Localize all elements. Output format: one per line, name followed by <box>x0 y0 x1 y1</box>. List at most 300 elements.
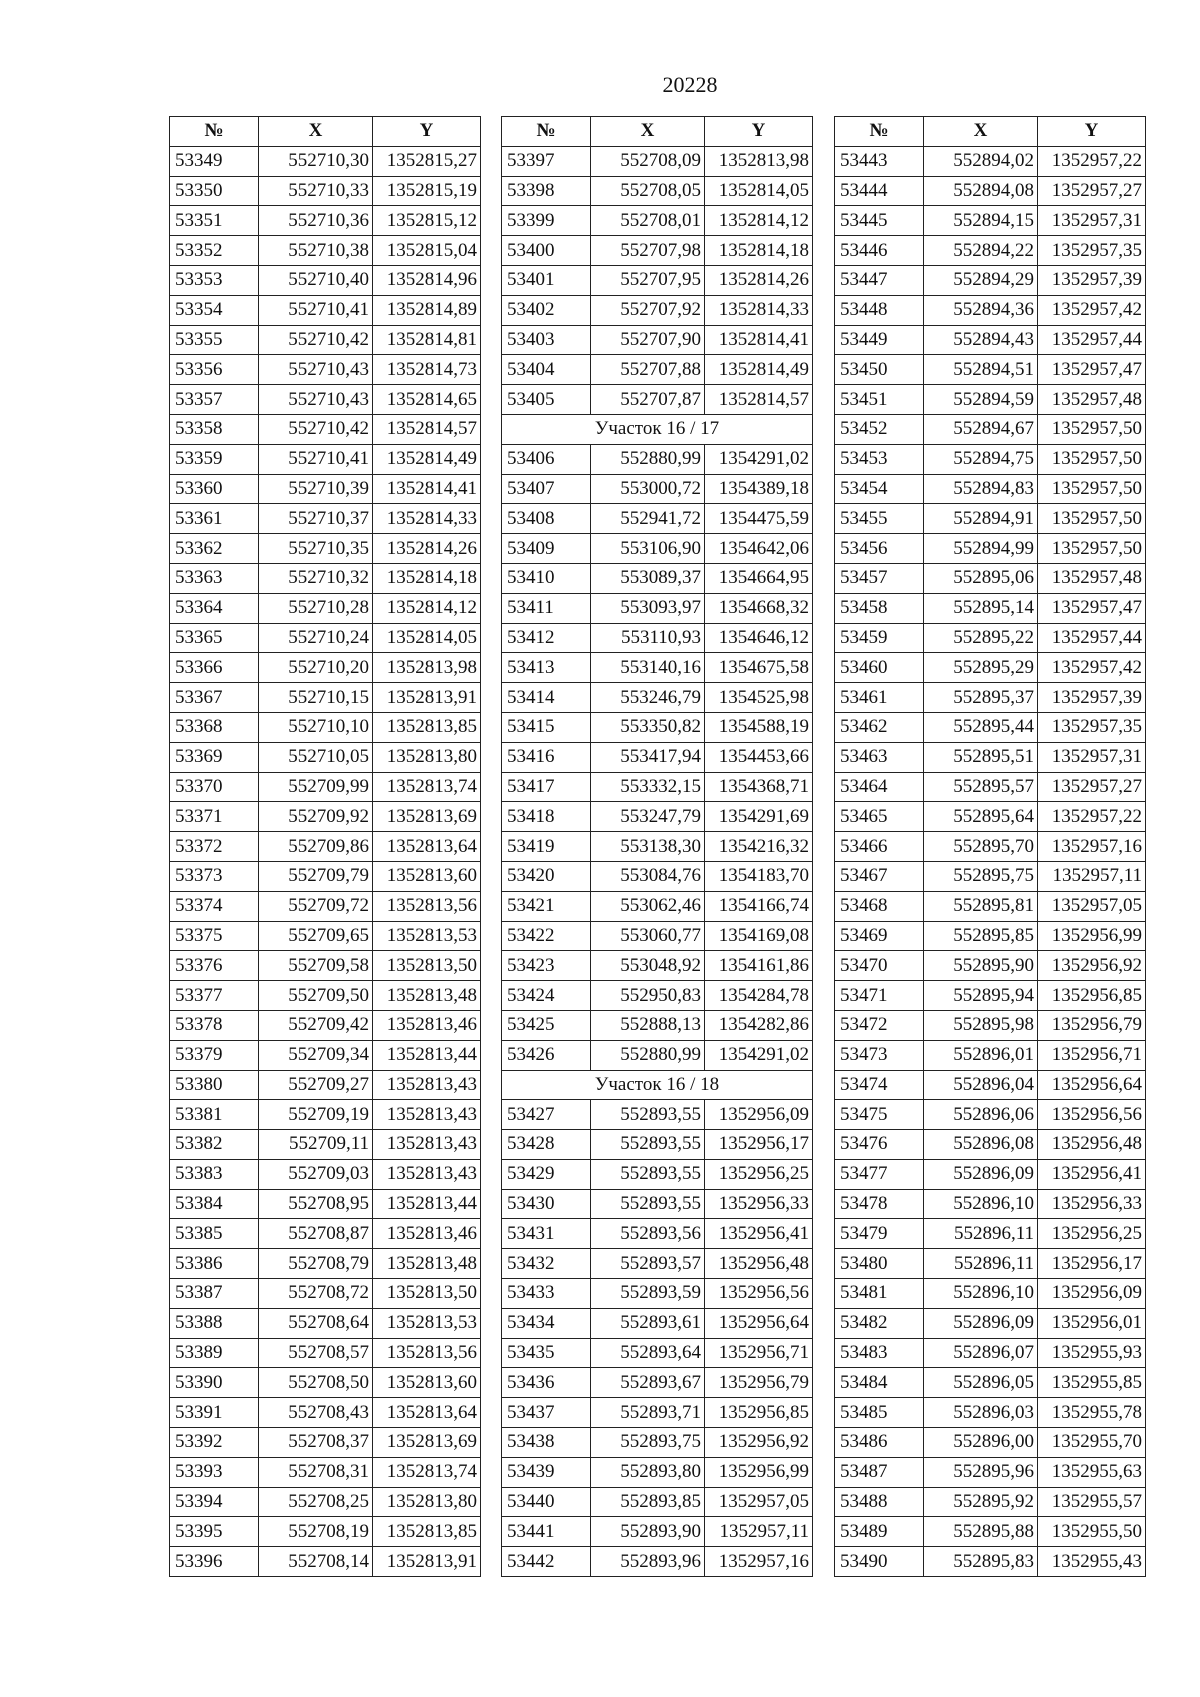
point-number-cell: 53416 <box>502 742 591 772</box>
table-row <box>170 1100 481 1130</box>
point-number-cell: 53434 <box>502 1308 591 1338</box>
y-coordinate-cell: 1352956,48 <box>1038 1130 1146 1160</box>
table-row <box>502 1457 813 1487</box>
table-row <box>170 921 481 951</box>
y-coordinate-cell: 1352956,25 <box>705 1159 813 1189</box>
point-number-cell: 53441 <box>502 1517 591 1547</box>
table-row <box>502 1279 813 1309</box>
point-number-cell: 53412 <box>502 623 591 653</box>
point-number-cell: 53428 <box>502 1130 591 1160</box>
table-row <box>502 385 813 415</box>
y-coordinate-cell: 1352956,79 <box>1038 1010 1146 1040</box>
point-number-cell: 53367 <box>170 683 259 713</box>
x-coordinate-cell: 552709,65 <box>259 921 373 951</box>
y-coordinate-cell: 1352956,25 <box>1038 1219 1146 1249</box>
point-number-cell: 53387 <box>170 1279 259 1309</box>
table-row <box>502 1517 813 1547</box>
point-number-cell: 53461 <box>835 683 924 713</box>
point-number-cell: 53449 <box>835 325 924 355</box>
point-number-cell: 53372 <box>170 832 259 862</box>
x-coordinate-cell: 552895,96 <box>924 1457 1038 1487</box>
y-coordinate-cell: 1352956,64 <box>705 1308 813 1338</box>
y-coordinate-cell: 1352957,39 <box>1038 683 1146 713</box>
point-number-cell: 53468 <box>835 891 924 921</box>
y-coordinate-cell: 1352957,44 <box>1038 623 1146 653</box>
y-coordinate-cell: 1352813,98 <box>373 653 481 683</box>
x-coordinate-cell: 552707,98 <box>591 236 705 266</box>
y-coordinate-cell: 1352956,92 <box>705 1428 813 1458</box>
y-coordinate-cell: 1352955,93 <box>1038 1338 1146 1368</box>
y-coordinate-cell: 1352956,17 <box>705 1130 813 1160</box>
x-coordinate-cell: 552896,10 <box>924 1189 1038 1219</box>
y-coordinate-cell: 1352815,19 <box>373 176 481 206</box>
point-number-cell: 53490 <box>835 1547 924 1577</box>
table-row <box>502 951 813 981</box>
x-coordinate-cell: 552896,04 <box>924 1070 1038 1100</box>
x-coordinate-cell: 552708,95 <box>259 1189 373 1219</box>
x-coordinate-cell: 552896,09 <box>924 1308 1038 1338</box>
coordinates-table-1 <box>169 116 481 1577</box>
y-coordinate-cell: 1352956,09 <box>1038 1279 1146 1309</box>
x-coordinate-cell: 552895,06 <box>924 563 1038 593</box>
x-coordinate-cell: 552709,03 <box>259 1159 373 1189</box>
point-number-cell: 53436 <box>502 1368 591 1398</box>
x-coordinate-cell: 552708,14 <box>259 1547 373 1577</box>
header-number: № <box>502 117 591 147</box>
x-coordinate-cell: 552710,36 <box>259 206 373 236</box>
x-coordinate-cell: 552896,08 <box>924 1130 1038 1160</box>
table-row <box>502 206 813 236</box>
x-coordinate-cell: 552708,57 <box>259 1338 373 1368</box>
x-coordinate-cell: 552710,28 <box>259 593 373 623</box>
point-number-cell: 53487 <box>835 1457 924 1487</box>
table-row <box>835 295 1146 325</box>
y-coordinate-cell: 1352813,56 <box>373 1338 481 1368</box>
y-coordinate-cell: 1354675,58 <box>705 653 813 683</box>
y-coordinate-cell: 1352955,70 <box>1038 1428 1146 1458</box>
point-number-cell: 53483 <box>835 1338 924 1368</box>
table-row <box>502 683 813 713</box>
point-number-cell: 53400 <box>502 236 591 266</box>
table-row <box>502 325 813 355</box>
y-coordinate-cell: 1352814,65 <box>373 385 481 415</box>
point-number-cell: 53431 <box>502 1219 591 1249</box>
y-coordinate-cell: 1352813,43 <box>373 1070 481 1100</box>
x-coordinate-cell: 552880,99 <box>591 444 705 474</box>
y-coordinate-cell: 1354291,02 <box>705 444 813 474</box>
x-coordinate-cell: 552710,41 <box>259 295 373 325</box>
y-coordinate-cell: 1352957,16 <box>705 1547 813 1577</box>
point-number-cell: 53349 <box>170 146 259 176</box>
point-number-cell: 53380 <box>170 1070 259 1100</box>
y-coordinate-cell: 1352957,50 <box>1038 474 1146 504</box>
x-coordinate-cell: 552709,27 <box>259 1070 373 1100</box>
point-number-cell: 53446 <box>835 236 924 266</box>
table-row <box>502 1219 813 1249</box>
x-coordinate-cell: 553247,79 <box>591 802 705 832</box>
point-number-cell: 53398 <box>502 176 591 206</box>
table-row <box>502 355 813 385</box>
y-coordinate-cell: 1352956,33 <box>705 1189 813 1219</box>
point-number-cell: 53407 <box>502 474 591 504</box>
x-coordinate-cell: 552894,43 <box>924 325 1038 355</box>
header-y: Y <box>373 117 481 147</box>
table-row <box>170 414 481 444</box>
table-row <box>835 1010 1146 1040</box>
y-coordinate-cell: 1352813,43 <box>373 1159 481 1189</box>
y-coordinate-cell: 1354453,66 <box>705 742 813 772</box>
point-number-cell: 53391 <box>170 1398 259 1428</box>
point-number-cell: 53396 <box>170 1547 259 1577</box>
table-row <box>835 1547 1146 1577</box>
y-coordinate-cell: 1352957,50 <box>1038 444 1146 474</box>
point-number-cell: 53363 <box>170 563 259 593</box>
table-row <box>835 146 1146 176</box>
x-coordinate-cell: 552709,34 <box>259 1040 373 1070</box>
x-coordinate-cell: 552710,39 <box>259 474 373 504</box>
x-coordinate-cell: 552895,75 <box>924 861 1038 891</box>
point-number-cell: 53368 <box>170 712 259 742</box>
y-coordinate-cell: 1352813,44 <box>373 1189 481 1219</box>
y-coordinate-cell: 1352814,33 <box>705 295 813 325</box>
table-row <box>170 295 481 325</box>
point-number-cell: 53425 <box>502 1010 591 1040</box>
point-number-cell: 53453 <box>835 444 924 474</box>
table-row <box>170 504 481 534</box>
point-number-cell: 53429 <box>502 1159 591 1189</box>
y-coordinate-cell: 1352956,48 <box>705 1249 813 1279</box>
y-coordinate-cell: 1352813,60 <box>373 861 481 891</box>
table-row <box>170 1547 481 1577</box>
y-coordinate-cell: 1352956,71 <box>705 1338 813 1368</box>
x-coordinate-cell: 552708,50 <box>259 1368 373 1398</box>
table-row <box>170 534 481 564</box>
table-row <box>502 623 813 653</box>
table-row <box>170 1189 481 1219</box>
point-number-cell: 53393 <box>170 1457 259 1487</box>
y-coordinate-cell: 1352957,16 <box>1038 832 1146 862</box>
table-row <box>835 236 1146 266</box>
y-coordinate-cell: 1352955,78 <box>1038 1398 1146 1428</box>
table-row <box>835 176 1146 206</box>
y-coordinate-cell: 1352813,48 <box>373 981 481 1011</box>
point-number-cell: 53361 <box>170 504 259 534</box>
x-coordinate-cell: 552896,00 <box>924 1428 1038 1458</box>
y-coordinate-cell: 1352815,12 <box>373 206 481 236</box>
table-row <box>835 1398 1146 1428</box>
x-coordinate-cell: 552893,96 <box>591 1547 705 1577</box>
point-number-cell: 53430 <box>502 1189 591 1219</box>
x-coordinate-cell: 552708,09 <box>591 146 705 176</box>
point-number-cell: 53466 <box>835 832 924 862</box>
table-row <box>170 891 481 921</box>
x-coordinate-cell: 553246,79 <box>591 683 705 713</box>
table-row <box>835 712 1146 742</box>
table-row <box>502 474 813 504</box>
x-coordinate-cell: 552893,64 <box>591 1338 705 1368</box>
point-number-cell: 53381 <box>170 1100 259 1130</box>
x-coordinate-cell: 552708,19 <box>259 1517 373 1547</box>
table-row <box>170 176 481 206</box>
point-number-cell: 53397 <box>502 146 591 176</box>
point-number-cell: 53419 <box>502 832 591 862</box>
table-row <box>835 474 1146 504</box>
y-coordinate-cell: 1352813,91 <box>373 683 481 713</box>
y-coordinate-cell: 1352813,80 <box>373 742 481 772</box>
x-coordinate-cell: 552708,43 <box>259 1398 373 1428</box>
table-row <box>835 1279 1146 1309</box>
x-coordinate-cell: 552896,03 <box>924 1398 1038 1428</box>
point-number-cell: 53370 <box>170 772 259 802</box>
x-coordinate-cell: 552896,10 <box>924 1279 1038 1309</box>
point-number-cell: 53356 <box>170 355 259 385</box>
point-number-cell: 53390 <box>170 1368 259 1398</box>
x-coordinate-cell: 552896,11 <box>924 1219 1038 1249</box>
point-number-cell: 53460 <box>835 653 924 683</box>
y-coordinate-cell: 1352957,44 <box>1038 325 1146 355</box>
y-coordinate-cell: 1352956,17 <box>1038 1249 1146 1279</box>
y-coordinate-cell: 1352957,47 <box>1038 593 1146 623</box>
point-number-cell: 53472 <box>835 1010 924 1040</box>
point-number-cell: 53424 <box>502 981 591 1011</box>
y-coordinate-cell: 1352956,85 <box>705 1398 813 1428</box>
table-row <box>170 742 481 772</box>
x-coordinate-cell: 553417,94 <box>591 742 705 772</box>
x-coordinate-cell: 552709,92 <box>259 802 373 832</box>
table-row <box>170 861 481 891</box>
y-coordinate-cell: 1352957,27 <box>1038 772 1146 802</box>
point-number-cell: 53480 <box>835 1249 924 1279</box>
point-number-cell: 53410 <box>502 563 591 593</box>
x-coordinate-cell: 552895,94 <box>924 981 1038 1011</box>
table-row <box>835 683 1146 713</box>
point-number-cell: 53402 <box>502 295 591 325</box>
x-coordinate-cell: 552895,88 <box>924 1517 1038 1547</box>
table-row <box>835 1100 1146 1130</box>
table-row <box>170 951 481 981</box>
x-coordinate-cell: 552708,64 <box>259 1308 373 1338</box>
point-number-cell: 53475 <box>835 1100 924 1130</box>
y-coordinate-cell: 1354183,70 <box>705 861 813 891</box>
point-number-cell: 53421 <box>502 891 591 921</box>
table-row <box>835 802 1146 832</box>
x-coordinate-cell: 552708,31 <box>259 1457 373 1487</box>
table-row <box>170 1338 481 1368</box>
table-row <box>170 325 481 355</box>
y-coordinate-cell: 1352957,50 <box>1038 504 1146 534</box>
x-coordinate-cell: 552895,90 <box>924 951 1038 981</box>
point-number-cell: 53440 <box>502 1487 591 1517</box>
table-row <box>170 236 481 266</box>
table-row <box>835 1040 1146 1070</box>
y-coordinate-cell: 1354389,18 <box>705 474 813 504</box>
x-coordinate-cell: 552710,05 <box>259 742 373 772</box>
table-row <box>835 1130 1146 1160</box>
y-coordinate-cell: 1354642,06 <box>705 534 813 564</box>
table-row <box>835 1219 1146 1249</box>
point-number-cell: 53353 <box>170 265 259 295</box>
table-row <box>835 414 1146 444</box>
y-coordinate-cell: 1354664,95 <box>705 563 813 593</box>
y-coordinate-cell: 1352813,46 <box>373 1010 481 1040</box>
x-coordinate-cell: 552710,43 <box>259 385 373 415</box>
y-coordinate-cell: 1352956,71 <box>1038 1040 1146 1070</box>
point-number-cell: 53484 <box>835 1368 924 1398</box>
x-coordinate-cell: 553106,90 <box>591 534 705 564</box>
header-y: Y <box>705 117 813 147</box>
y-coordinate-cell: 1352814,89 <box>373 295 481 325</box>
table-row <box>502 772 813 802</box>
y-coordinate-cell: 1352956,33 <box>1038 1189 1146 1219</box>
table-row <box>502 653 813 683</box>
x-coordinate-cell: 552893,85 <box>591 1487 705 1517</box>
table-row <box>170 146 481 176</box>
point-number-cell: 53395 <box>170 1517 259 1547</box>
table-row <box>835 742 1146 772</box>
point-number-cell: 53383 <box>170 1159 259 1189</box>
x-coordinate-cell: 552894,51 <box>924 355 1038 385</box>
x-coordinate-cell: 552895,83 <box>924 1547 1038 1577</box>
y-coordinate-cell: 1352814,96 <box>373 265 481 295</box>
y-coordinate-cell: 1352814,05 <box>705 176 813 206</box>
table-row <box>502 444 813 474</box>
point-number-cell: 53418 <box>502 802 591 832</box>
point-number-cell: 53406 <box>502 444 591 474</box>
point-number-cell: 53369 <box>170 742 259 772</box>
x-coordinate-cell: 552709,79 <box>259 861 373 891</box>
point-number-cell: 53481 <box>835 1279 924 1309</box>
y-coordinate-cell: 1352813,64 <box>373 1398 481 1428</box>
y-coordinate-cell: 1352814,33 <box>373 504 481 534</box>
x-coordinate-cell: 552895,85 <box>924 921 1038 951</box>
y-coordinate-cell: 1354284,78 <box>705 981 813 1011</box>
x-coordinate-cell: 552893,59 <box>591 1279 705 1309</box>
table-row <box>170 653 481 683</box>
x-coordinate-cell: 552710,10 <box>259 712 373 742</box>
x-coordinate-cell: 553084,76 <box>591 861 705 891</box>
y-coordinate-cell: 1352813,43 <box>373 1130 481 1160</box>
y-coordinate-cell: 1352957,05 <box>1038 891 1146 921</box>
table-row <box>835 623 1146 653</box>
x-coordinate-cell: 552894,36 <box>924 295 1038 325</box>
table-header-row <box>170 117 481 147</box>
table-row <box>835 206 1146 236</box>
y-coordinate-cell: 1354646,12 <box>705 623 813 653</box>
point-number-cell: 53374 <box>170 891 259 921</box>
x-coordinate-cell: 553350,82 <box>591 712 705 742</box>
x-coordinate-cell: 552880,99 <box>591 1040 705 1070</box>
y-coordinate-cell: 1352813,85 <box>373 1517 481 1547</box>
point-number-cell: 53408 <box>502 504 591 534</box>
table-row <box>502 1130 813 1160</box>
x-coordinate-cell: 552893,61 <box>591 1308 705 1338</box>
table-row <box>170 563 481 593</box>
x-coordinate-cell: 552710,15 <box>259 683 373 713</box>
y-coordinate-cell: 1352813,69 <box>373 1428 481 1458</box>
point-number-cell: 53389 <box>170 1338 259 1368</box>
coordinates-table-2 <box>501 116 813 1577</box>
table-row <box>835 1517 1146 1547</box>
table-row <box>502 1159 813 1189</box>
point-number-cell: 53433 <box>502 1279 591 1309</box>
y-coordinate-cell: 1352815,27 <box>373 146 481 176</box>
y-coordinate-cell: 1352814,57 <box>373 414 481 444</box>
table-row <box>502 1189 813 1219</box>
point-number-cell: 53445 <box>835 206 924 236</box>
table-row <box>835 504 1146 534</box>
table-row <box>170 1457 481 1487</box>
x-coordinate-cell: 552896,05 <box>924 1368 1038 1398</box>
table-row <box>170 1308 481 1338</box>
table-row <box>502 1547 813 1577</box>
point-number-cell: 53358 <box>170 414 259 444</box>
table-header-row <box>835 117 1146 147</box>
y-coordinate-cell: 1352956,41 <box>705 1219 813 1249</box>
table-row <box>170 355 481 385</box>
table-row <box>502 742 813 772</box>
section-label: Участок 16 / 18 <box>502 1070 813 1100</box>
x-coordinate-cell: 552895,37 <box>924 683 1038 713</box>
point-number-cell: 53489 <box>835 1517 924 1547</box>
y-coordinate-cell: 1352814,26 <box>705 265 813 295</box>
x-coordinate-cell: 552707,87 <box>591 385 705 415</box>
table-row <box>835 325 1146 355</box>
point-number-cell: 53360 <box>170 474 259 504</box>
y-coordinate-cell: 1352813,48 <box>373 1249 481 1279</box>
table-row <box>170 206 481 236</box>
x-coordinate-cell: 552710,35 <box>259 534 373 564</box>
table-row <box>502 504 813 534</box>
table-row <box>502 593 813 623</box>
table-row <box>502 534 813 564</box>
y-coordinate-cell: 1352814,41 <box>705 325 813 355</box>
x-coordinate-cell: 552708,72 <box>259 1279 373 1309</box>
table-row <box>170 1279 481 1309</box>
x-coordinate-cell: 552895,57 <box>924 772 1038 802</box>
table-row <box>835 891 1146 921</box>
x-coordinate-cell: 552893,75 <box>591 1428 705 1458</box>
y-coordinate-cell: 1352813,60 <box>373 1368 481 1398</box>
y-coordinate-cell: 1352957,05 <box>705 1487 813 1517</box>
point-number-cell: 53357 <box>170 385 259 415</box>
point-number-cell: 53463 <box>835 742 924 772</box>
table-row <box>170 1070 481 1100</box>
y-coordinate-cell: 1352955,57 <box>1038 1487 1146 1517</box>
table-row <box>835 981 1146 1011</box>
table-row <box>170 1219 481 1249</box>
point-number-cell: 53458 <box>835 593 924 623</box>
page-number: 20228 <box>662 72 718 97</box>
x-coordinate-cell: 552950,83 <box>591 981 705 1011</box>
point-number-cell: 53382 <box>170 1130 259 1160</box>
y-coordinate-cell: 1352814,12 <box>705 206 813 236</box>
x-coordinate-cell: 553138,30 <box>591 832 705 862</box>
y-coordinate-cell: 1352956,56 <box>705 1279 813 1309</box>
point-number-cell: 53459 <box>835 623 924 653</box>
header-number: № <box>170 117 259 147</box>
point-number-cell: 53415 <box>502 712 591 742</box>
y-coordinate-cell: 1352814,49 <box>705 355 813 385</box>
point-number-cell: 53471 <box>835 981 924 1011</box>
table-row <box>835 1070 1146 1100</box>
x-coordinate-cell: 552895,29 <box>924 653 1038 683</box>
x-coordinate-cell: 552710,24 <box>259 623 373 653</box>
y-coordinate-cell: 1352956,09 <box>705 1100 813 1130</box>
point-number-cell: 53423 <box>502 951 591 981</box>
x-coordinate-cell: 552708,37 <box>259 1428 373 1458</box>
table-row <box>170 802 481 832</box>
y-coordinate-cell: 1352813,74 <box>373 772 481 802</box>
